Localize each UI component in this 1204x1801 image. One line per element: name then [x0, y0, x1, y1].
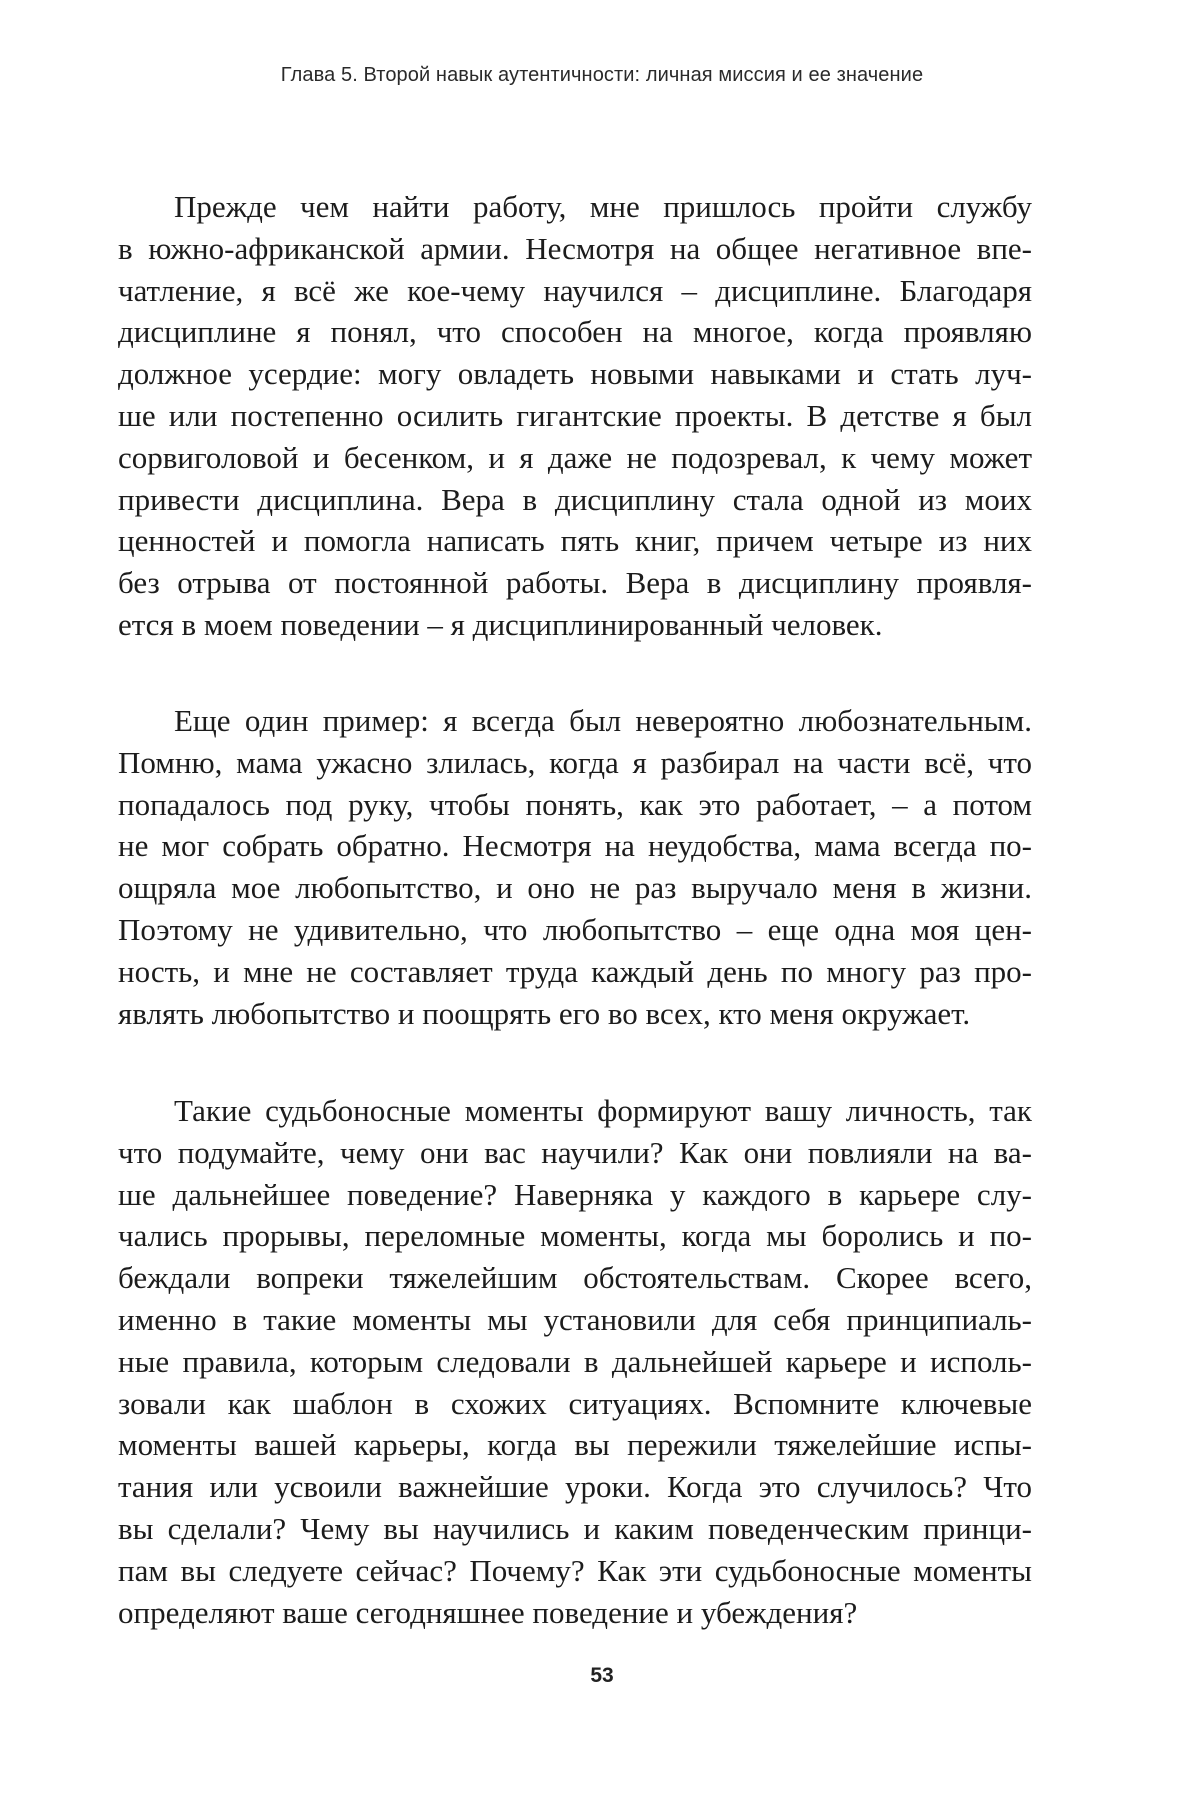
paragraph-2-line: ощряла мое любопытство, и оно не раз выручало меня в жизни.: [118, 870, 1032, 906]
paragraph-1-line: дисциплине я понял, что способен на многое, когда проявляю: [118, 314, 1032, 350]
paragraph-3-line: ные правила, которым следовали в дальнейшей карьере и исполь-: [118, 1343, 1032, 1379]
paragraph-2-line: являть любопытство и поощрять его во всех, кто меня окружает.: [118, 995, 971, 1031]
paragraph-2-line: ность, и мне не составляет труда каждый день по многу раз про-: [118, 953, 1032, 989]
paragraph-3-line: ше дальнейшее поведение? Наверняка у каждого в карьере слу-: [118, 1176, 1032, 1212]
paragraph-3-line: что подумайте, чему они вас научили? Как они повлияли на ва-: [118, 1134, 1032, 1170]
page-number: 53: [590, 1664, 614, 1687]
paragraph-3-line: тания или усвоили важнейшие уроки. Когда это случилось? Что: [118, 1469, 1032, 1505]
paragraph-1-line: без отрыва от постоянной работы. Вера в дисциплину проявля-: [118, 565, 1032, 601]
paragraph-3-line: зовали как шаблон в схожих ситуациях. Вспомните ключевые: [118, 1385, 1032, 1421]
paragraph-1-line: привести дисциплина. Вера в дисциплину стала одной из моих: [118, 481, 1032, 517]
paragraph-2-line: Еще один пример: я всегда был невероятно любознательным.: [174, 703, 1032, 738]
paragraph-2-line: попадалось под руку, чтобы понять, как это работает, – а потом: [118, 786, 1032, 822]
paragraph-2-line: не мог собрать обратно. Несмотря на неудобства, мама всегда по-: [118, 828, 1032, 864]
paragraph-1-line: в южно-африканской армии. Несмотря на общее негативное впе-: [118, 230, 1032, 266]
paragraph-2-line: Помню, мама ужасно злилась, когда я разбирал на части всё, что: [118, 744, 1032, 780]
paragraph-3-line: вы сделали? Чему вы научились и каким поведенческим принци-: [118, 1510, 1032, 1546]
paragraph-3: [118, 1090, 1032, 1633]
paragraph-1-line: ше или постепенно осилить гигантские проекты. В детстве я был: [118, 397, 1032, 433]
paragraph-1-line: Прежде чем найти работу, мне пришлось пройти службу: [174, 189, 1032, 224]
running-header: Глава 5. Второй навык аутентичности: личная миссия и ее значение: [280, 64, 924, 86]
paragraph-3-line: пам вы следуете сейчас? Почему? Как эти судьбоносные моменты: [118, 1552, 1032, 1588]
paragraph-2: [118, 700, 1032, 1034]
paragraph-3-line: чались прорывы, переломные моменты, когда мы боролись и по-: [118, 1218, 1032, 1254]
paragraph-3-line: Такие судьбоносные моменты формируют вашу личность, так: [174, 1093, 1032, 1128]
paragraph-3-line: именно в такие моменты мы установили для себя принципиаль-: [118, 1301, 1032, 1337]
paragraph-3-line: беждали вопреки тяжелейшим обстоятельствам. Скорее всего,: [118, 1260, 1032, 1296]
paragraph-1-line: ется в моем поведении – я дисциплинированный человек.: [118, 606, 883, 642]
paragraph-1-line: ценностей и помогла написать пять книг, причем четыре из них: [118, 523, 1032, 559]
paragraph-3-line: моменты вашей карьеры, когда вы пережили тяжелейшие испы-: [118, 1427, 1032, 1463]
paragraph-2-line: Поэтому не удивительно, что любопытство – еще одна моя цен-: [118, 911, 1032, 947]
paragraph-1-line: должное усердие: могу овладеть новыми навыками и стать луч-: [118, 356, 1032, 392]
paragraph-1-line: чатление, я всё же кое-чему научился – дисциплине. Благодаря: [118, 272, 1032, 308]
paragraph-3-line: определяют ваше сегодняшнее поведение и убеждения?: [118, 1594, 858, 1630]
paragraph-1: [118, 186, 1032, 646]
paragraph-1-line: сорвиголовой и бесенком, и я даже не подозревал, к чему может: [118, 439, 1032, 475]
